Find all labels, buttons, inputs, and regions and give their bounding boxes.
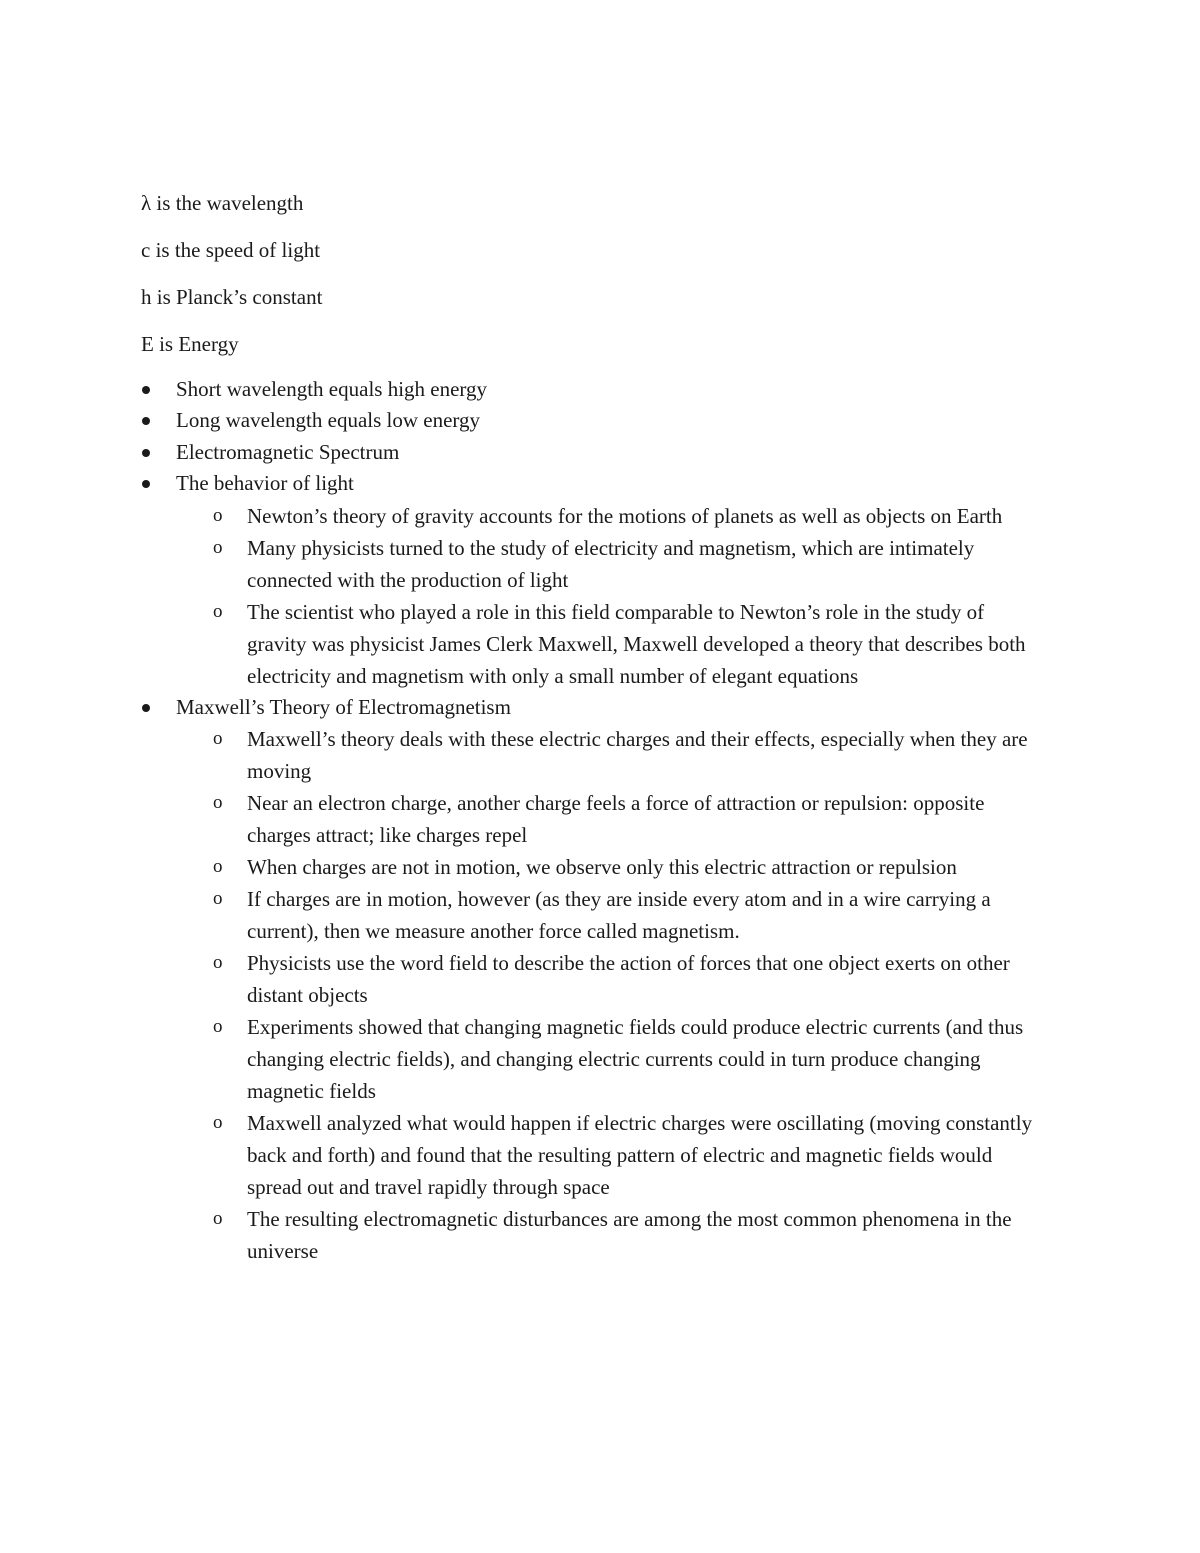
sub-item bbox=[141, 1203, 1081, 1267]
circle-bullet-icon: o bbox=[213, 536, 223, 558]
bullet-item bbox=[141, 405, 1081, 436]
definition-speed-of-light: c is the speed of light bbox=[141, 238, 321, 262]
bullet-text: Electromagnetic Spectrum bbox=[176, 439, 400, 464]
circle-bullet-icon: o bbox=[213, 1016, 223, 1038]
sub-item bbox=[141, 723, 1081, 787]
circle-bullet-icon: o bbox=[213, 888, 223, 910]
sub-item bbox=[141, 500, 1081, 532]
circle-bullet-icon: o bbox=[213, 728, 223, 750]
sub-item-text: Newton’s theory of gravity accounts for the motions of planets as well as objects on Earth bbox=[247, 503, 1003, 528]
sub-item-text: Maxwell analyzed what would happen if electric charges were oscillating (moving constantly back and forth) and found that the resulting pattern of electric and magnetic fields would spread out and travel rapidly through space bbox=[247, 1111, 1033, 1200]
sub-item bbox=[141, 532, 1081, 596]
sub-item bbox=[141, 787, 1081, 851]
sub-item-text: If charges are in motion, however (as they are inside every atom and in a wire carrying a current), then we measure another force called magnetism. bbox=[247, 887, 991, 944]
sub-item bbox=[141, 947, 1081, 1011]
definition-planck-constant: h is Planck’s constant bbox=[141, 285, 323, 309]
definition-energy: E is Energy bbox=[141, 332, 239, 356]
sub-item bbox=[141, 596, 1081, 692]
definitions-list bbox=[141, 188, 1041, 376]
circle-bullet-icon: o bbox=[213, 856, 223, 878]
bullet-list bbox=[141, 374, 1081, 1267]
circle-bullet-icon: o bbox=[213, 952, 223, 974]
bullet-icon bbox=[142, 704, 150, 712]
sub-item-text: When charges are not in motion, we observe only this electric attraction or repulsion bbox=[247, 855, 957, 880]
sub-item-text: Many physicists turned to the study of electricity and magnetism, which are intimately connected with the production of light bbox=[247, 535, 975, 592]
bullet-icon bbox=[142, 480, 150, 488]
circle-bullet-icon: o bbox=[213, 792, 223, 814]
bullet-text: Short wavelength equals high energy bbox=[176, 377, 488, 401]
sub-item-text: The resulting electromagnetic disturbances are among the most common phenomena in the universe bbox=[247, 1207, 1012, 1264]
circle-bullet-icon: o bbox=[213, 504, 223, 526]
bullet-item bbox=[141, 468, 1081, 691]
definition-wavelength: λ is the wavelength bbox=[141, 191, 304, 215]
circle-bullet-icon: o bbox=[213, 1112, 223, 1134]
bullet-item bbox=[141, 692, 1081, 1267]
bullet-text: Maxwell’s Theory of Electromagnetism bbox=[176, 694, 511, 719]
bullet-icon bbox=[142, 386, 150, 394]
bullet-item bbox=[141, 374, 1081, 405]
sub-item bbox=[141, 851, 1081, 883]
bullet-icon bbox=[142, 449, 150, 457]
sub-list bbox=[176, 500, 1081, 692]
bullet-item bbox=[141, 437, 1081, 468]
sub-item bbox=[141, 883, 1081, 947]
sub-item bbox=[141, 1107, 1081, 1203]
sub-list bbox=[176, 723, 1081, 1267]
sub-item-text: Experiments showed that changing magnetic fields could produce electric currents (and thus changing electric fields), and changing electric currents could in turn produce changing magnetic fields bbox=[247, 1015, 1024, 1104]
circle-bullet-icon: o bbox=[213, 1208, 223, 1230]
bullet-text: Long wavelength equals low energy bbox=[176, 408, 481, 433]
bullet-icon bbox=[142, 417, 150, 425]
circle-bullet-icon: o bbox=[213, 600, 223, 622]
sub-item-text: Physicists use the word field to describe the action of forces that one object exerts on other distant objects bbox=[247, 951, 1010, 1008]
bullet-text: The behavior of light bbox=[176, 471, 354, 496]
sub-item-text: The scientist who played a role in this field comparable to Newton’s role in the study of gravity was physicist James Clerk Maxwell, Maxwell developed a theory that describes both electricity and magnetism with only a small number of elegant equations bbox=[247, 599, 1026, 688]
sub-item-text: Near an electron charge, another charge feels a force of attraction or repulsion: opposite charges attract; like charges repel bbox=[247, 791, 985, 848]
sub-item-text: Maxwell’s theory deals with these electric charges and their effects, especially when they are moving bbox=[247, 727, 1028, 784]
sub-item bbox=[141, 1011, 1081, 1107]
